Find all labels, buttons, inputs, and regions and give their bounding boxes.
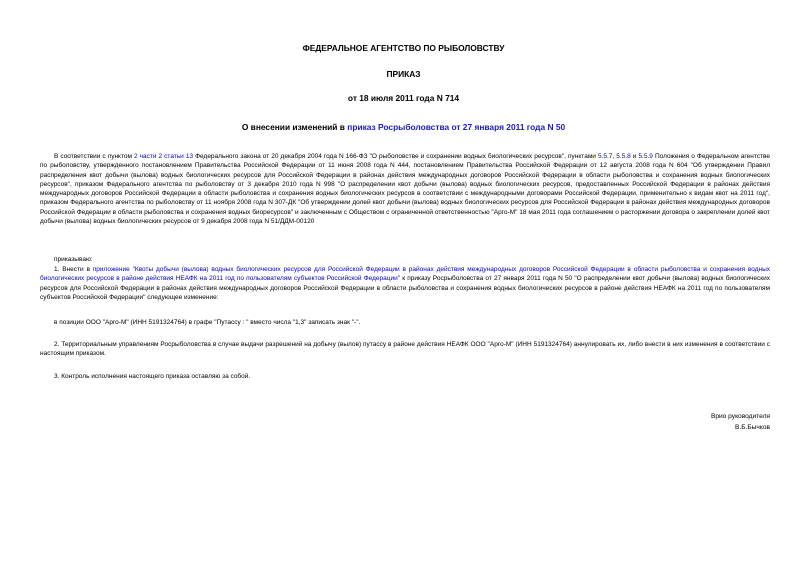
preamble-text-5: Положения о Федеральном агентстве по рыболовству, утвержденного постановлением Правительства Российской Федерации от 11 июня 2008 года N 444, постановлением Правительства Российской Федерации от 12 августа 2008 года N 604 "Об утверждении Правил распределения квот добычи (вылова) водных биологических ресурсов для Российской Федерации в районах действия международных договоров Российской Федерации в области рыболовства и сохранения водных биологических ресурсов", приказом Федерального агентства по рыболовству от 3 декабря 2010 года N 998 "О распределении квот добычи (вылова) водных биологических ресурсов, предоставленных Российской Федерации в районах действия международных договоров Российской Федерации в области рыболовства и сохранения водных биологических ресурсов в соответствии с международными договорами Российской Федерации, применительно к видам квот на 2011 год", приказом Федерального агентства по рыболовству от 11 ноября 2008 года N 307-ДК "Об утверждении долей квот добычи (вылова) водных биологических ресурсов для Российской Федерации в районах действия международных договоров Российской Федерации в области рыболовства и сохранения водных биоресурсов" и заключенным с Обществом с ограниченной ответственностью "Арго-М" 18 мая 2011 года соглашением о расторжении договора о закреплении долей квот добычи (вылова) водных биологических ресурсов от 9 декабря 2008 года N 51/ДДМ-00120 <box>40 153 770 226</box>
document-title <box>0 122 807 132</box>
item-1-change: в позиции ООО "Арго-М" (ИНН 5191324764) в графе "Путассу : " вместо числа "1,3" записать знак "-". <box>54 319 361 326</box>
order-word: приказываю: <box>54 256 93 263</box>
document-date-number: от 18 июля 2011 года N 714 <box>347 93 460 103</box>
clause-5-5-7-link[interactable]: 5.5.7 <box>597 153 613 160</box>
preamble-paragraph <box>40 152 770 226</box>
agency-name: ФЕДЕРАЛЬНОЕ АГЕНТСТВО ПО РЫБОЛОВСТВУ <box>302 43 505 53</box>
signatory-name: В.Б.Бычков <box>734 424 770 431</box>
item-1-paragraph <box>40 265 770 302</box>
appendix-link[interactable]: приложение "Квоты добычи (вылова) водных биологических ресурсов для Российской Федерации в районах действия международных договоров Российской Федерации в области рыболовства и сохранения водных биологических ресурсов в районе действия НЕАФК на 2011 год по пользователям субъектов Российской Федерации" <box>40 266 770 283</box>
item-1-text-1: 1. Внести в <box>54 266 93 273</box>
preamble-text-4: и <box>630 153 639 160</box>
preamble-text-3: , <box>612 153 617 160</box>
signatory-position: Врио руководителя <box>710 413 770 420</box>
item-1-text-2: к приказу Росрыболовства от 27 января 2011 года N 50 "О распределении квот добычи (вылова) водных биологических ресурсов для Российской Федерации в районах действия международных договоров Российской Федерации в области рыболовства и сохранения водных биологических ресурсов в районе действия НЕАФК на 2011 год по пользователям субъектов Российской Федерации" <box>40 275 770 301</box>
title-order-link[interactable]: приказ Росрыболовства от 27 января 2011 года N 50 <box>347 122 566 132</box>
clause-5-5-8-link[interactable]: 5.5.8 <box>616 153 631 160</box>
preamble-text-2: Федерального закона от 20 декабря 2004 года N 166-ФЗ "О рыболовстве и сохранении водных биологических ресурсов", пунктами <box>193 153 598 160</box>
preamble-text-1: В соответствии с пунктом <box>54 153 134 160</box>
item-1-text-3: следующее изменение: <box>145 293 219 301</box>
law-article-link[interactable]: 2 части 2 статьи 13 <box>134 153 194 160</box>
item-2-paragraph: 2. Территориальным управлениям Росрыболовства в случае выдачи разрешений на добычу (вылов) путассу в районе действия НЕАФК ООО "Арго-М" (ИНН 5191324764) аннулировать их, либо внести в них изменения в соответствии с настоящим приказом. <box>40 341 770 358</box>
document-type: ПРИКАЗ <box>386 69 421 79</box>
title-prefix: О внесении изменений в <box>241 122 348 132</box>
item-3-paragraph: 3. Контроль исполнения настоящего приказа оставляю за собой. <box>54 373 251 380</box>
clause-5-5-9-link[interactable]: 5.5.9 <box>638 153 653 160</box>
